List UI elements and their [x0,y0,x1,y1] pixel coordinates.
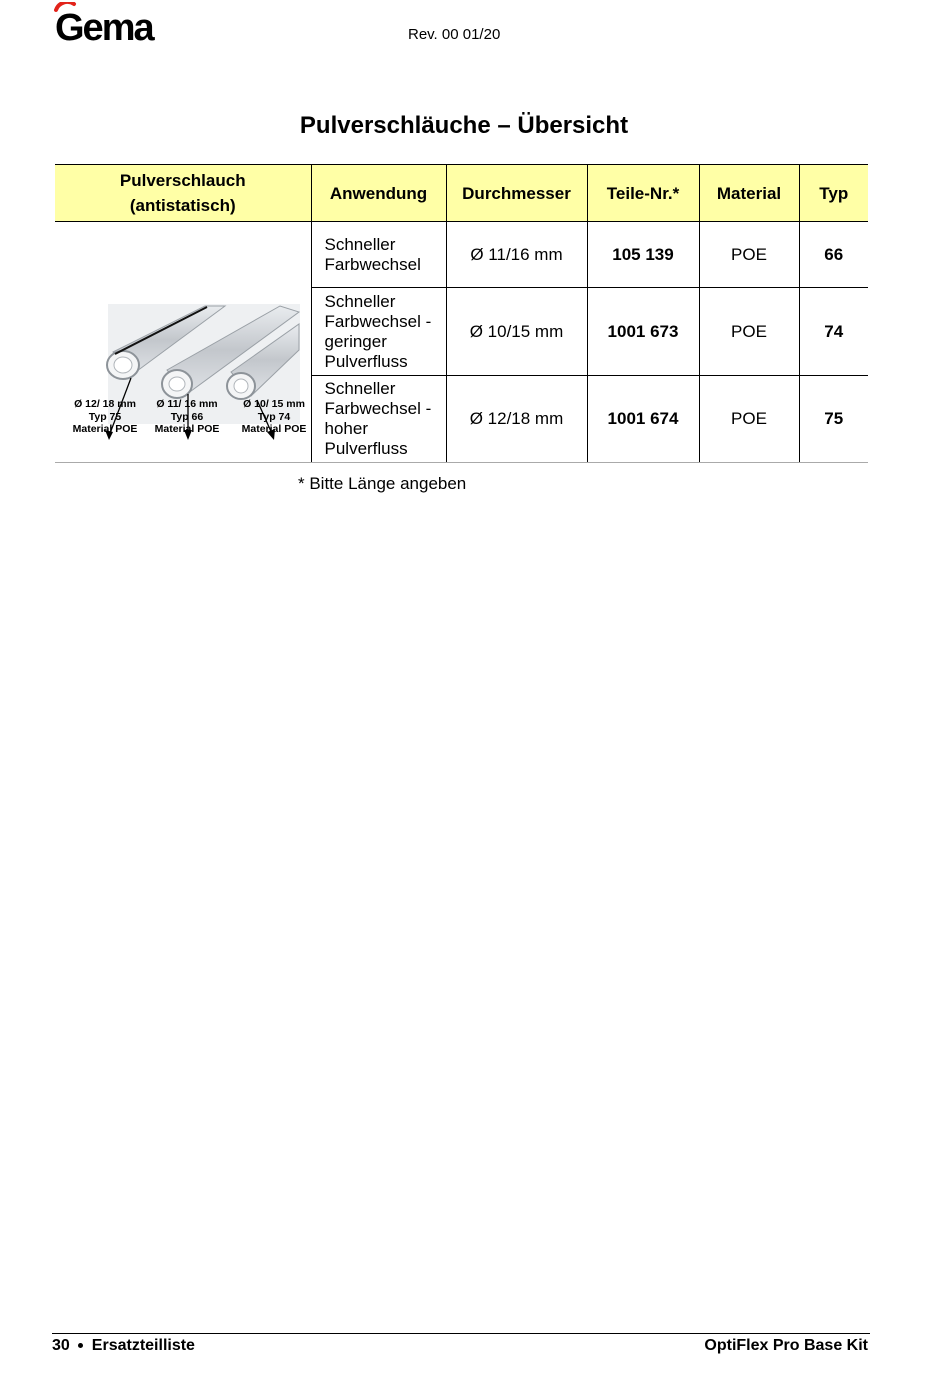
cell-teile-nr: 105 139 [587,222,699,288]
header-pulverschlauch-line2: (antistatisch) [129,196,236,215]
footer-section: Ersatzteilliste [91,1337,195,1354]
footer-product: OptiFlex Pro Base Kit [704,1337,868,1354]
cell-typ: 74 [799,288,868,376]
header-pulverschlauch [55,165,311,222]
cell-anwendung: Schneller Farbwechsel - hoher Pulverfluss [311,376,446,463]
cell-durchmesser: Ø 11/16 mm [446,222,587,288]
caption-diameter: Ø 10/ 15 mm [243,398,305,410]
footer-left [52,1337,195,1355]
cell-durchmesser: Ø 10/15 mm [446,288,587,376]
table-row [55,222,868,288]
caption-typ-75 [63,398,147,436]
caption-type: Typ 75 [88,410,122,423]
caption-diameter: Ø 12/ 18 mm [74,398,136,410]
cell-teile-nr: 1001 673 [587,288,699,376]
caption-typ-66 [145,398,229,436]
header-material: Material [699,165,799,222]
page-number: 30 [52,1337,70,1354]
caption-type: Typ 74 [257,410,291,423]
page-title: Pulverschläuche – Übersicht [299,112,629,139]
bullet-icon [78,1343,83,1348]
footer-divider [52,1333,870,1334]
cell-typ: 66 [799,222,868,288]
header-durchmesser: Durchmesser [446,165,587,222]
hose-image-cell [55,222,311,463]
header-teile-nr: Teile-Nr.* [587,165,699,222]
footnote: * Bitte Länge angeben [298,474,467,493]
cell-typ: 75 [799,376,868,463]
cell-anwendung: Schneller Farbwechsel [311,222,446,288]
cell-material: POE [699,376,799,463]
caption-material: Material POE [241,423,307,435]
cell-durchmesser: Ø 12/18 mm [446,376,587,463]
gema-logo [52,2,164,44]
header-typ: Typ [799,165,868,222]
parts-table [55,164,868,463]
caption-typ-74 [232,398,316,436]
cell-material: POE [699,222,799,288]
cell-material: POE [699,288,799,376]
caption-material: Material POE [72,423,138,435]
logo-text: Gema [55,7,153,44]
caption-type: Typ 66 [170,410,204,423]
caption-material: Material POE [154,423,220,435]
cell-teile-nr: 1001 674 [587,376,699,463]
caption-diameter: Ø 11/ 16 mm [156,398,218,410]
revision-label: Rev. 00 01/20 [408,26,501,43]
header-pulverschlauch-line1: Pulverschlauch [119,171,246,190]
header-anwendung: Anwendung [311,165,446,222]
table-header-row [55,165,868,222]
cell-anwendung: Schneller Farbwechsel - geringer Pulverfluss [311,288,446,376]
hose-photo [55,222,311,462]
